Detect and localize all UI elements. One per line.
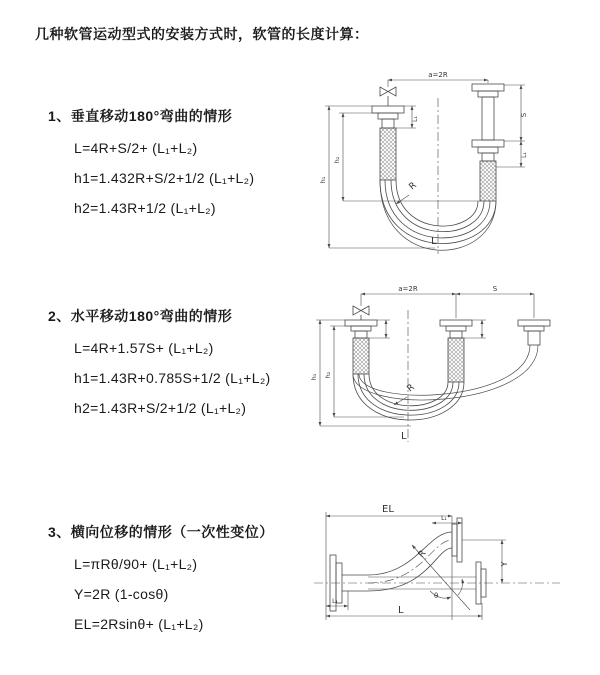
dim-label-h1: h₁ <box>310 373 318 381</box>
dim-label-h2: h₂ <box>324 371 332 379</box>
dim-label-h2: h₂ <box>333 156 341 164</box>
page-title: 几种软管运动型式的安装方式时，软管的长度计算： <box>35 26 369 42</box>
upper-flange-displaced <box>452 518 462 562</box>
dim-label-r: R <box>407 180 419 193</box>
formula-line: h1=1.432R+S/2+1/2 (L₁+L₂) <box>74 170 255 186</box>
dim-label-l: L <box>398 605 404 616</box>
right-flange-lower <box>472 140 504 161</box>
dim-end-lengths <box>369 320 486 338</box>
dim-label-el: EL <box>382 504 394 515</box>
dim-label-span: a=2R <box>398 285 418 293</box>
diagram-vertical-180-bend <box>313 68 568 258</box>
dim-label-h1: h₁ <box>319 176 327 184</box>
formula-line: h2=1.43R+1/2 (L₁+L₂) <box>74 200 216 216</box>
section-1-heading: 1、垂直移动180°弯曲的情形 <box>48 108 233 124</box>
section-vertical-move <box>48 106 333 216</box>
middle-flange <box>440 320 472 338</box>
dim-label-s: S <box>492 285 498 293</box>
braid-middle <box>448 338 464 382</box>
formula-line: L=πRθ/90+ (L₁+L₂) <box>74 556 198 572</box>
dim-span <box>361 294 534 318</box>
formula-line: L=4R+S/2+ (L₁+L₂) <box>74 140 198 156</box>
dim-label-span: a=2R <box>428 71 448 79</box>
dim-label-y: Y <box>500 561 509 567</box>
dim-span <box>388 80 488 87</box>
section-lateral-displacement <box>48 522 333 632</box>
dim-label-l1-top: L₁ <box>441 515 447 522</box>
right-flange <box>518 320 550 345</box>
section-3-heading: 3、横向位移的情形（一次性变位） <box>48 524 274 540</box>
dim-label-r: R <box>405 382 417 395</box>
left-flange <box>372 106 404 128</box>
braid-left <box>353 338 369 374</box>
dim-label-l: L <box>431 236 437 247</box>
dim-label-r: R <box>416 548 429 561</box>
dim-label-l1-left: L₁ <box>412 116 419 122</box>
dim-l <box>326 603 482 620</box>
dim-y <box>462 540 506 583</box>
dim-label-l: L <box>401 431 407 442</box>
section-2-heading: 2、水平移动180°弯曲的情形 <box>48 308 233 324</box>
hose-u-deep <box>353 374 464 420</box>
dim-label-l1: L₁ <box>521 152 528 158</box>
dim-label-s: S <box>520 112 528 118</box>
braid-left <box>380 128 396 180</box>
left-flange <box>345 320 377 338</box>
formula-line: L=4R+1.57S+ (L₁+L₂) <box>74 340 214 356</box>
formula-line: h1=1.43R+0.785S+1/2 (L₁+L₂) <box>74 370 271 386</box>
diagram-lateral-displacement <box>310 498 585 668</box>
radius-arrow <box>396 195 409 204</box>
formula-line: EL=2Rsinθ+ (L₁+L₂) <box>74 616 204 632</box>
hose-s-curve <box>368 532 452 591</box>
dim-h <box>325 106 480 248</box>
braid-right <box>480 161 496 201</box>
dim-label-l1-bottom: L₁ <box>332 598 338 605</box>
dim-label-theta: θ <box>434 592 439 600</box>
formula-line: h2=1.43R+S/2+1/2 (L₁+L₂) <box>74 400 247 416</box>
diagram-horizontal-180-bend <box>306 282 581 447</box>
section-horizontal-move <box>48 306 333 416</box>
right-flange-top <box>472 84 504 140</box>
formula-line: Y=2R (1-cosθ) <box>74 586 169 602</box>
valve-icon <box>353 306 369 320</box>
valve-icon <box>380 87 396 106</box>
